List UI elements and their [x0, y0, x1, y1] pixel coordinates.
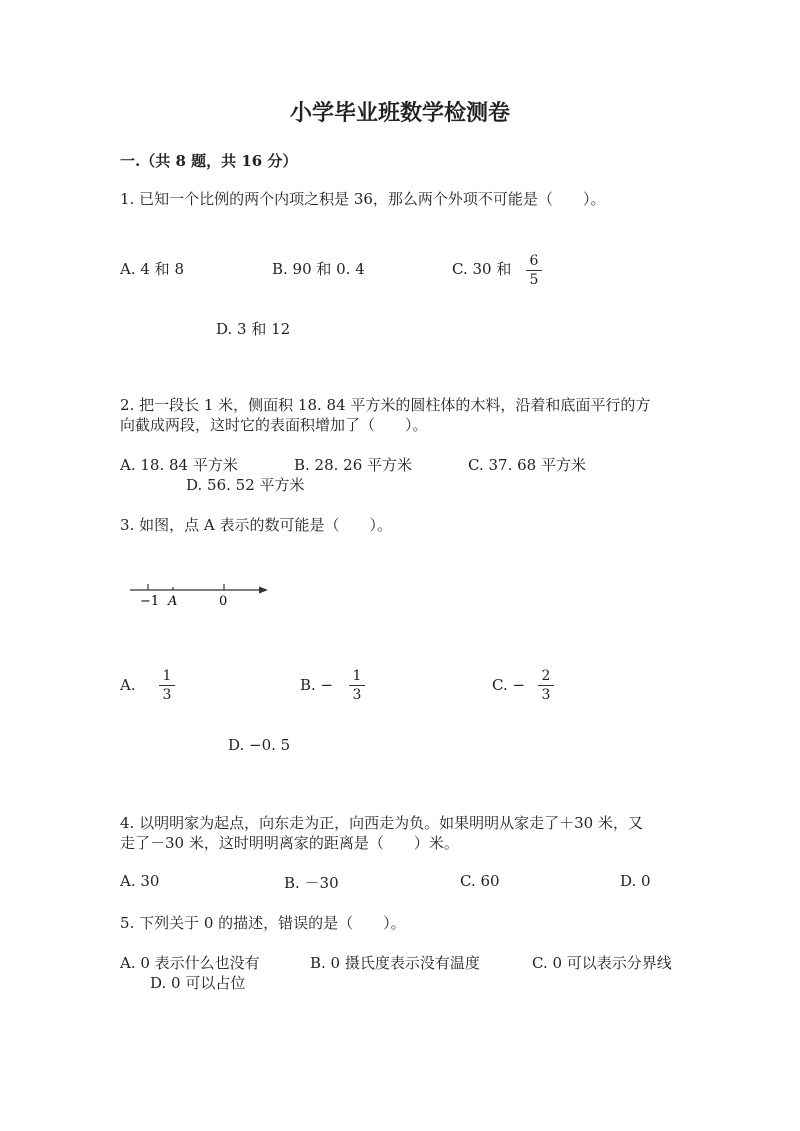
question-4-stem-line2: 走了－30 米，这时明明离家的距离是（ ）米。 — [120, 834, 459, 852]
fraction-denominator: 3 — [159, 685, 175, 702]
label-zero: 0 — [219, 594, 228, 609]
fraction-numerator: 1 — [352, 668, 362, 684]
section-header: 一.（共 8 题，共 16 分） — [120, 152, 298, 170]
q1-option-a: A. 4 和 8 — [120, 260, 184, 278]
q2-option-a: A. 18. 84 平方米 — [120, 456, 238, 474]
q5-option-d: D. 0 可以占位 — [150, 974, 246, 992]
q3-option-b-fraction — [349, 669, 365, 702]
q1-option-d: D. 3 和 12 — [216, 320, 291, 338]
fraction-denominator: 5 — [526, 270, 542, 287]
question-2-stem-line2: 向截成两段，这时它的表面积增加了（ ）。 — [120, 416, 428, 434]
question-2-stem-line1: 2. 把一段长 1 米，侧面积 18. 84 平方米的圆柱体的木料，沿着和底面平行的方 — [120, 396, 651, 414]
fraction-denominator: 3 — [349, 685, 365, 702]
q3-option-b: B. − — [300, 676, 334, 694]
label-minus-one: −1 — [140, 594, 160, 609]
fraction-denominator: 3 — [538, 685, 554, 702]
q4-option-d: D. 0 — [620, 872, 651, 890]
q3-option-a-fraction — [159, 669, 175, 702]
fraction-numerator: 6 — [529, 253, 539, 269]
q2-option-b: B. 28. 26 平方米 — [294, 456, 413, 474]
q2-option-c: C. 37. 68 平方米 — [468, 456, 586, 474]
fraction-numerator: 2 — [541, 668, 551, 684]
page-title: 小学毕业班数学检测卷 — [289, 100, 510, 126]
number-line-arrow-icon — [259, 587, 268, 594]
q1-option-c: C. 30 和 — [452, 260, 512, 278]
q4-option-c: C. 60 — [460, 872, 500, 890]
number-line-figure — [128, 578, 278, 612]
question-4-stem-line1: 4. 以明明家为起点，向东走为正，向西走为负。如果明明从家走了＋30 米，又 — [120, 814, 643, 832]
q4-option-b: B. －30 — [284, 874, 339, 892]
question-1-stem: 1. 已知一个比例的两个内项之积是 36，那么两个外项不可能是（ ）。 — [120, 190, 606, 208]
q3-option-d: D. −0. 5 — [228, 736, 291, 754]
q3-option-c-fraction — [538, 669, 554, 702]
label-point-a: A — [168, 594, 178, 609]
q5-option-c: C. 0 可以表示分界线 — [532, 954, 672, 972]
question-5-stem: 5. 下列关于 0 的描述，错误的是（ ）。 — [120, 914, 406, 932]
q3-option-c: C. − — [492, 676, 526, 694]
question-3-stem: 3. 如图，点 A 表示的数可能是（ ）。 — [120, 516, 392, 534]
q3-option-a: A. — [120, 676, 136, 694]
q4-option-a: A. 30 — [120, 872, 160, 890]
fraction-numerator: 1 — [162, 668, 172, 684]
q5-option-b: B. 0 摄氏度表示没有温度 — [310, 954, 480, 972]
q2-option-d: D. 56. 52 平方米 — [186, 476, 305, 494]
q1-option-c-fraction — [526, 254, 542, 287]
q1-option-b: B. 90 和 0. 4 — [272, 260, 365, 278]
q5-option-a: A. 0 表示什么也没有 — [120, 954, 260, 972]
